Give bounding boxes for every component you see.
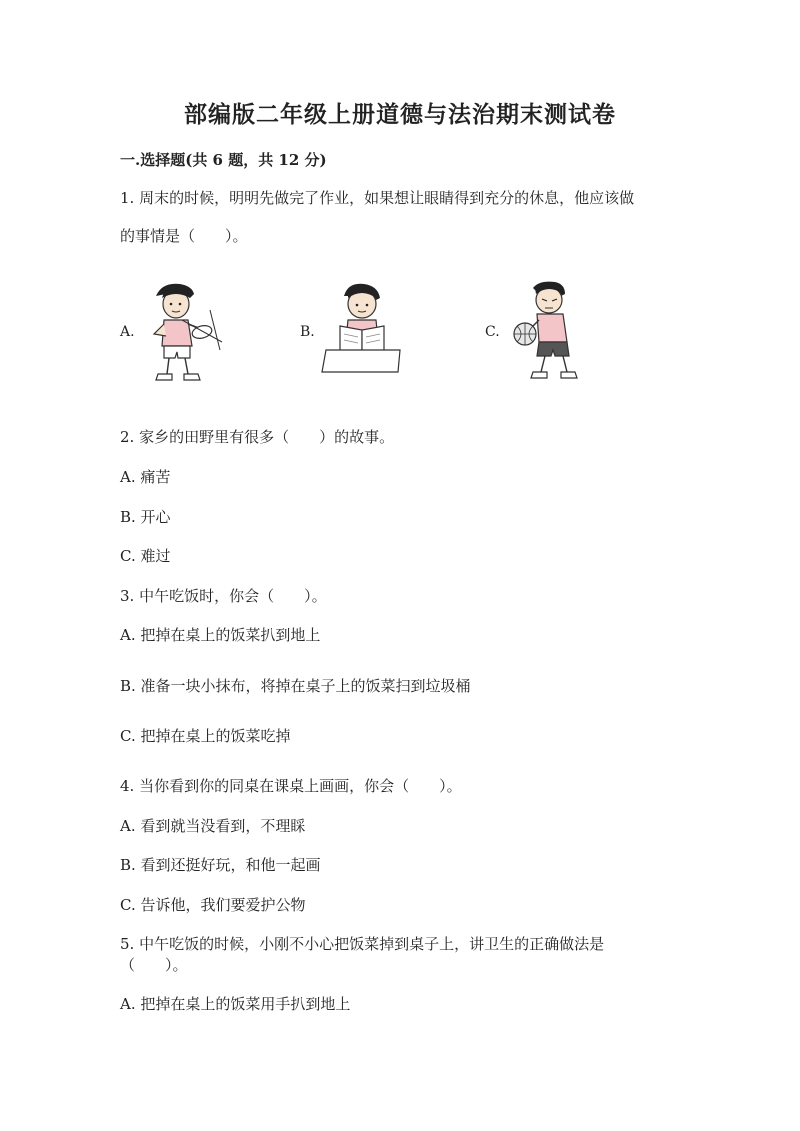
page-title: 部编版二年级上册道德与法治期末测试卷 [184, 101, 616, 128]
question-5-stem-line-2: （ ）。 [120, 956, 188, 974]
question-3-option-b: B. 准备一块小抹布，将掉在桌子上的饭菜扫到垃圾桶 [120, 677, 471, 695]
question-3-option-c: C. 把掉在桌上的饭菜吃掉 [120, 727, 291, 745]
question-4-option-a: A. 看到就当没看到，不理睬 [120, 817, 306, 835]
question-1-stem-line-1: 1. 周末的时候，明明先做完了作业，如果想让眼睛得到充分的休息，他应该做 [120, 189, 635, 207]
question-4-option-b: B. 看到还挺好玩，和他一起画 [120, 856, 321, 874]
option-a-label: A. [120, 324, 135, 340]
question-4-option-c: C. 告诉他，我们要爱护公物 [120, 896, 306, 914]
question-2-stem: 2. 家乡的田野里有很多（ ）的故事。 [120, 428, 395, 446]
question-1-picture-options [120, 280, 600, 390]
question-2-option-a: A. 痛苦 [120, 468, 171, 486]
question-3-stem: 3. 中午吃饭时，你会（ ）。 [120, 587, 327, 605]
question-2-option-b: B. 开心 [120, 508, 171, 526]
section-heading: 一.选择题(共 6 题，共 12 分) [120, 151, 327, 169]
option-c-label: C. [485, 324, 500, 340]
boy-playing-violin-icon [142, 280, 226, 385]
question-4-stem: 4. 当你看到你的同桌在课桌上画画，你会（ ）。 [120, 777, 462, 795]
question-3-option-a: A. 把掉在桌上的饭菜扒到地上 [120, 626, 321, 644]
option-b-label: B. [300, 324, 315, 340]
boy-reading-book-icon [318, 280, 408, 380]
question-1-stem-line-2: 的事情是（ ）。 [120, 227, 248, 245]
question-2-option-c: C. 难过 [120, 547, 171, 565]
question-5-stem-line-1: 5. 中午吃饭的时候，小刚不小心把饭菜掉到桌子上，讲卫生的正确做法是 [120, 935, 605, 953]
question-5-option-a: A. 把掉在桌上的饭菜用手扒到地上 [120, 995, 351, 1013]
boy-playing-basketball-icon [505, 280, 585, 385]
